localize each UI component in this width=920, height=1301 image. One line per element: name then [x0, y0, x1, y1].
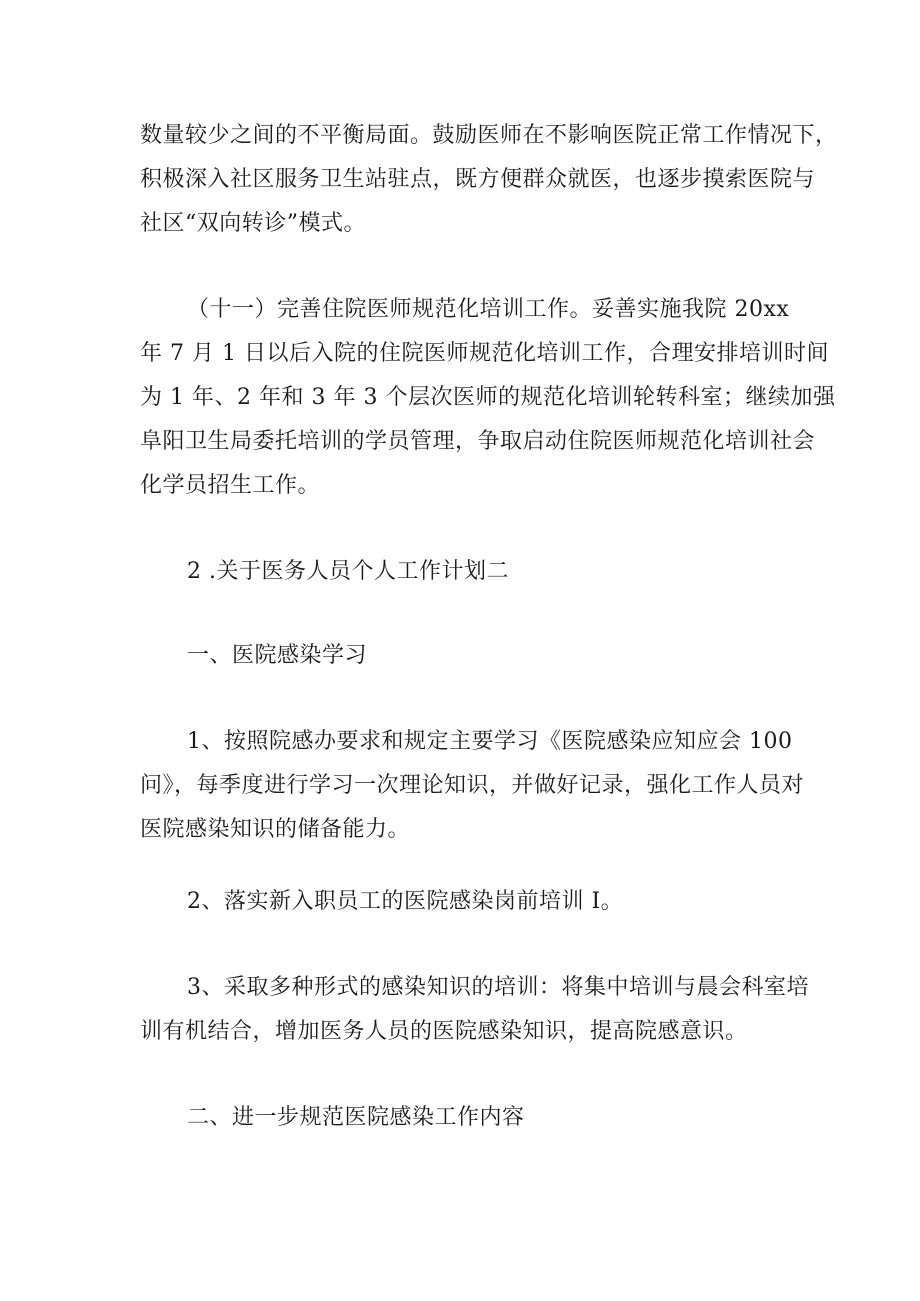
para2-line-4: 阜阳卫生局委托培训的学员管理，争取启动住院医师规范化培训社会 — [140, 429, 816, 454]
para1-line-2: 积极深入社区服务卫生站驻点，既方便群众就医，也逐步摸索医院与 — [140, 167, 816, 192]
para1-line-1: 数量较少之间的不平衡局面。鼓励医师在不影响医院正常工作情况下， — [140, 123, 838, 148]
para1-line-3: 社区“双向转诊”模式。 — [140, 211, 366, 236]
section-1-title: 一、医院感染学习 — [187, 643, 368, 668]
item1-line-2: 问》，每季度进行学习一次理论知识，并做好记录，强化工作人员对 — [140, 773, 805, 798]
para2-line-3: 为 1 年、2 年和 3 年 3 个层次医师的规范化培训轮转科室；继续加强 — [140, 385, 836, 410]
item3-line-2: 训有机结合，增加医务人员的医院感染知识，提高院感意识。 — [140, 1019, 748, 1044]
item1-line-3: 医院感染知识的储备能力。 — [140, 817, 411, 842]
para2-line-5: 化学员招生工作。 — [140, 473, 321, 498]
item1-line-1: 1、按照院感办要求和规定主要学习《医院感染应知应会 100 — [187, 729, 793, 754]
item2: 2、落实新入职员工的医院感染岗前培训 I。 — [187, 889, 624, 914]
para2-line-1: （十一）完善住院医师规范化培训工作。妥善实施我院 20xx — [187, 297, 790, 322]
heading-2: 2 .关于医务人员个人工作计划二 — [187, 559, 509, 584]
section-2-title: 二、进一步规范医院感染工作内容 — [187, 1105, 525, 1130]
para2-line-2: 年 7 月 1 日以后入院的住院医师规范化培训工作，合理安排培训时间 — [140, 341, 829, 366]
item3-line-1: 3、采取多种形式的感染知识的培训：将集中培训与晨会科室培 — [187, 975, 809, 1000]
